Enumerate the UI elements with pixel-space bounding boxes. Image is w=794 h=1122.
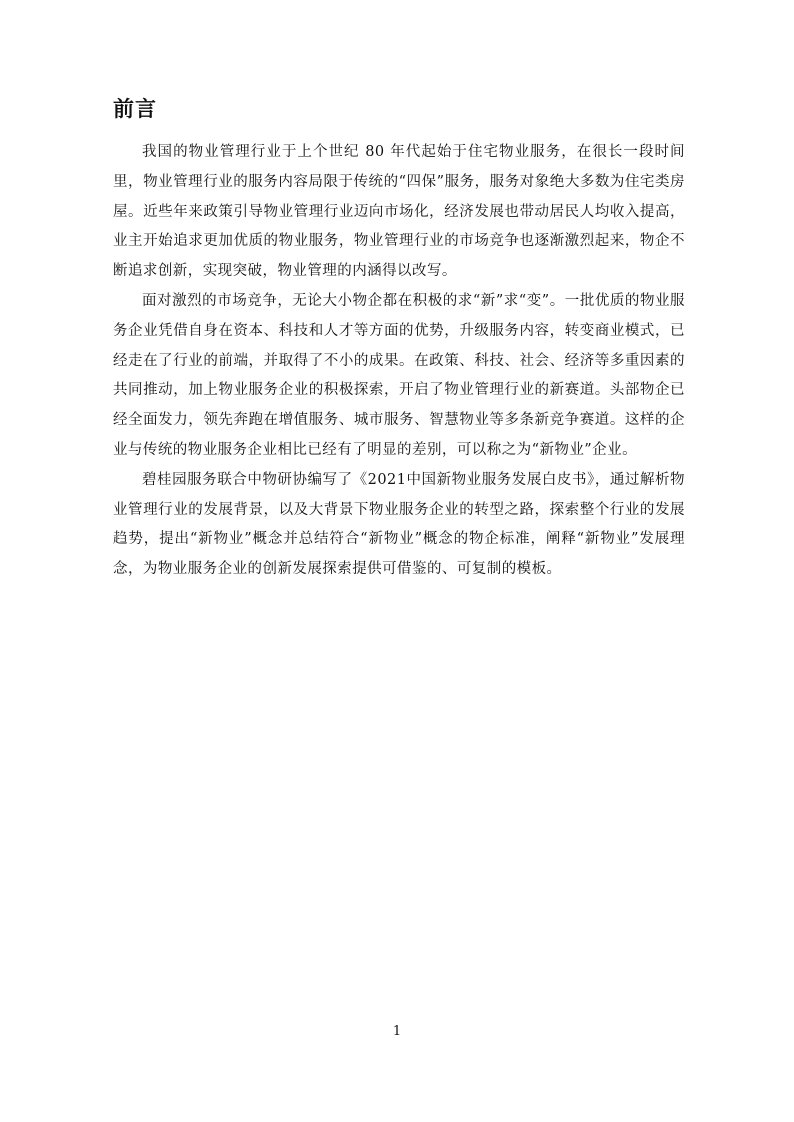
- paragraph-2: 面对激烈的市场竞争，无论大小物企都在积极的求“新”求“变”。一批优质的物业服务企业凭借自身在资本、科技和人才等方面的优势，升级服务内容，转变商业模式，已经走在了行业的前端，并取得了不小的成果。在政策、科技、社会、经济等多重因素的共同推动，加上物业服务企业的积极探索，开启了物业管理行业的新赛道。头部物企已经全面发力，领先奔跑在增值服务、城市服务、智慧物业等多条新竞争赛道。这样的企业与传统的物业服务企业相比已经有了明显的差别，可以称之为“新物业”企业。: [113, 292, 685, 458]
- body-text: [113, 138, 685, 585]
- page-heading: 前言: [113, 97, 157, 121]
- page-number: 1: [392, 1024, 402, 1039]
- paragraph-1: 我国的物业管理行业于上个世纪 80 年代起始于住宅物业服务，在很长一段时间里，物业管理行业的服务内容局限于传统的“四保”服务，服务对象绝大多数为住宅类房屋。近些年来政策引导物业管理行业迈向市场化，经济发展也带动居民人均收入提高，业主开始追求更加优质的物业服务，物业管理行业的市场竞争也逐渐激烈起来，物企不断追求创新，实现突破，物业管理的内涵得以改写。: [113, 144, 685, 280]
- paragraph-3: 碧桂园服务联合中物研协编写了《2021中国新物业服务发展白皮书》，通过解析物业管理行业的发展背景，以及大背景下物业服务企业的转型之路，探索整个行业的发展趋势，提出“新物业”概念并总结符合“新物业”概念的物企标准，阐释“新物业”发展理念，为物业服务企业的创新发展探索提供可借鉴的、可复制的模板。: [113, 471, 685, 578]
